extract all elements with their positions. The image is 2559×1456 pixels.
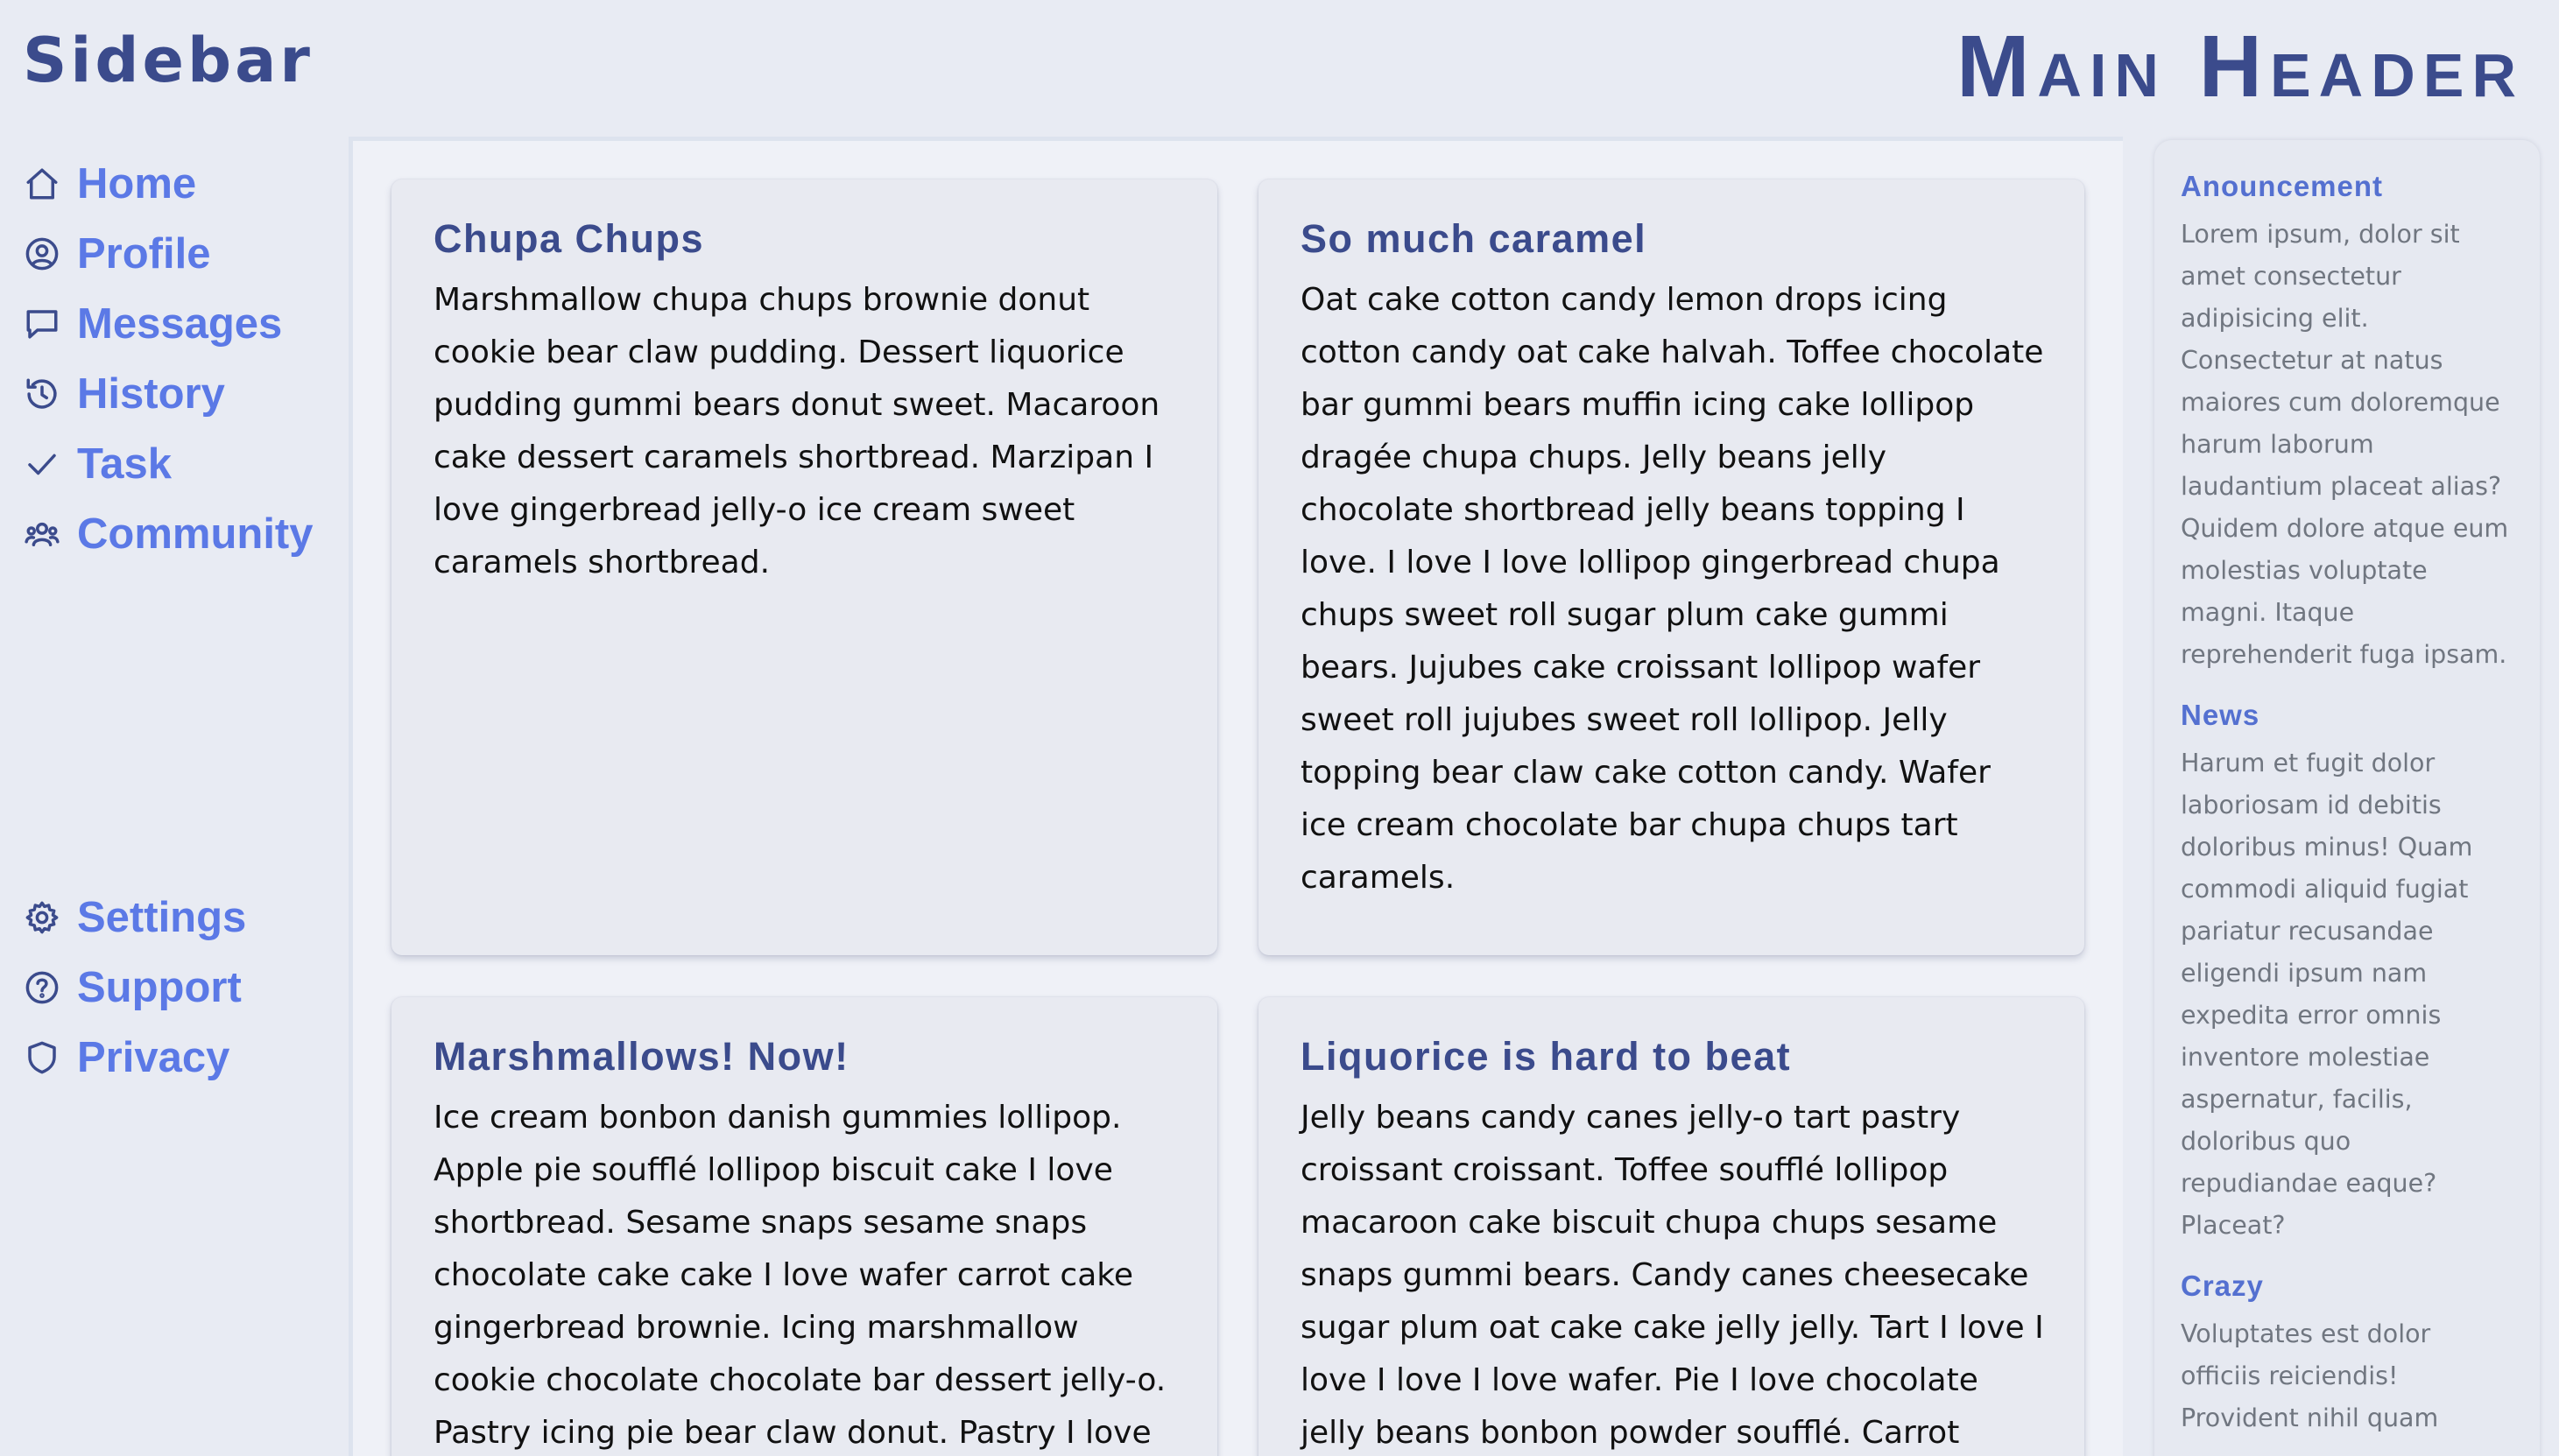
people-icon (23, 515, 61, 553)
panel-heading: Anouncement (2181, 170, 2384, 202)
sidebar-item-task[interactable] (23, 429, 338, 499)
gear-icon (23, 898, 61, 937)
panel-heading: News (2181, 699, 2260, 731)
history-icon (23, 375, 61, 413)
sidebar-item-privacy[interactable] (23, 1023, 338, 1093)
sidebar-item-label: Privacy (77, 1034, 230, 1081)
sidebar-nav-primary (23, 149, 338, 569)
user-circle-icon (23, 235, 61, 273)
sidebar-item-label: History (77, 370, 225, 418)
card-body: Oat cake cotton candy lemon drops icing cotton candy oat cake halvah. Toffee chocolate bar gummi bears muffin icing cake lollipop dragée chupa chups. Jelly beans jelly chocolate shortbread jelly beans topping I love. I love I love lollipop gingerbread chupa chups sweet roll sugar plum cake gummi bears. Jujubes cake croissant lollipop wafer sweet roll jujubes sweet roll lollipop. Jelly topping bear claw cake cotton candy. Wafer ice cream chocolate bar chupa chups tart caramels. (1301, 282, 2044, 896)
content-card (391, 179, 1217, 955)
panel-text: Harum et fugit dolor laboriosam id debitis doloribus minus! Quam commodi aliquid fugiat pariatur recusandae eligendi ipsum nam expedita error omnis inventore molestiae aspernatur, facilis, doloribus quo repudiandae eaque? Placeat? (2181, 749, 2473, 1240)
content-card (391, 997, 1217, 1456)
panel-section-news (2181, 693, 2515, 1247)
sidebar-item-label: Settings (77, 894, 247, 941)
sidebar-item-label: Support (77, 964, 242, 1011)
sidebar-item-community[interactable] (23, 499, 338, 569)
main-content (349, 137, 2123, 1456)
panel-heading: Crazy (2181, 1270, 2264, 1302)
sidebar-item-label: Task (77, 440, 173, 488)
card-body: Marshmallow chupa chups brownie donut cookie bear claw pudding. Dessert liquorice pudding gummi bears donut sweet. Macaroon cake dessert caramels shortbread. Marzipan I love gingerbread jelly-o ice cream sweet caramels shortbread. (434, 282, 1160, 580)
sidebar-item-label: Community (77, 510, 314, 558)
sidebar-item-label: Messages (77, 300, 283, 348)
panel-section-announcement (2181, 165, 2515, 676)
card-title: Chupa Chups (434, 216, 704, 261)
help-circle-icon (23, 968, 61, 1007)
check-icon (23, 445, 61, 483)
sidebar-item-messages[interactable] (23, 289, 338, 359)
sidebar-item-settings[interactable] (23, 883, 338, 953)
sidebar-item-support[interactable] (23, 953, 338, 1023)
content-card (1258, 179, 2084, 955)
right-panel (2154, 140, 2540, 1456)
sidebar-item-label: Profile (77, 230, 211, 278)
card-title: Liquorice is hard to beat (1301, 1034, 1792, 1079)
sidebar-nav-secondary (23, 883, 338, 1093)
card-body: Jelly beans candy canes jelly-o tart pastry croissant croissant. Toffee soufflé lollipop macaroon cake biscuit chupa chups sesame snaps gummi bears. Candy canes cheesecake sugar plum oat cake cake jelly jelly. Tart I love I love I love I love wafer. Pie I love chocolate jelly beans bonbon powder soufflé. Carrot (1301, 1100, 2044, 1451)
home-icon (23, 165, 61, 203)
sidebar-item-label: Home (77, 160, 197, 207)
panel-section-crazy (2181, 1264, 2515, 1439)
panel-text: Lorem ipsum, dolor sit amet consectetur adipisicing elit. Consectetur at natus maiores cum doloremque harum laborum laudantium placeat alias? Quidem dolore atque eum molestias voluptate magni. Itaque reprehenderit fuga ipsam. (2181, 220, 2509, 669)
card-title: So much caramel (1301, 216, 1647, 261)
content-card (1258, 997, 2084, 1456)
main-header: Main Header (1956, 18, 2524, 116)
sidebar-item-home[interactable] (23, 149, 338, 219)
card-title: Marshmallows! Now! (434, 1034, 849, 1079)
sidebar-title: Sidebar (23, 25, 314, 96)
sidebar-item-history[interactable] (23, 359, 338, 429)
card-body: Ice cream bonbon danish gummies lollipop. Apple pie soufflé lollipop biscuit cake I love shortbread. Sesame snaps sesame snaps chocolate cake cake I love wafer carrot cake gingerbread brownie. Icing marshmallow cookie chocolate chocolate bar dessert jelly-o. Pastry icing pie bear claw donut. Pastry I love (434, 1100, 1167, 1451)
panel-text: Voluptates est dolor officiis reiciendis! Provident nihil quam (2181, 1319, 2439, 1432)
sidebar-item-profile[interactable] (23, 219, 338, 289)
shield-icon (23, 1038, 61, 1077)
message-icon (23, 305, 61, 343)
